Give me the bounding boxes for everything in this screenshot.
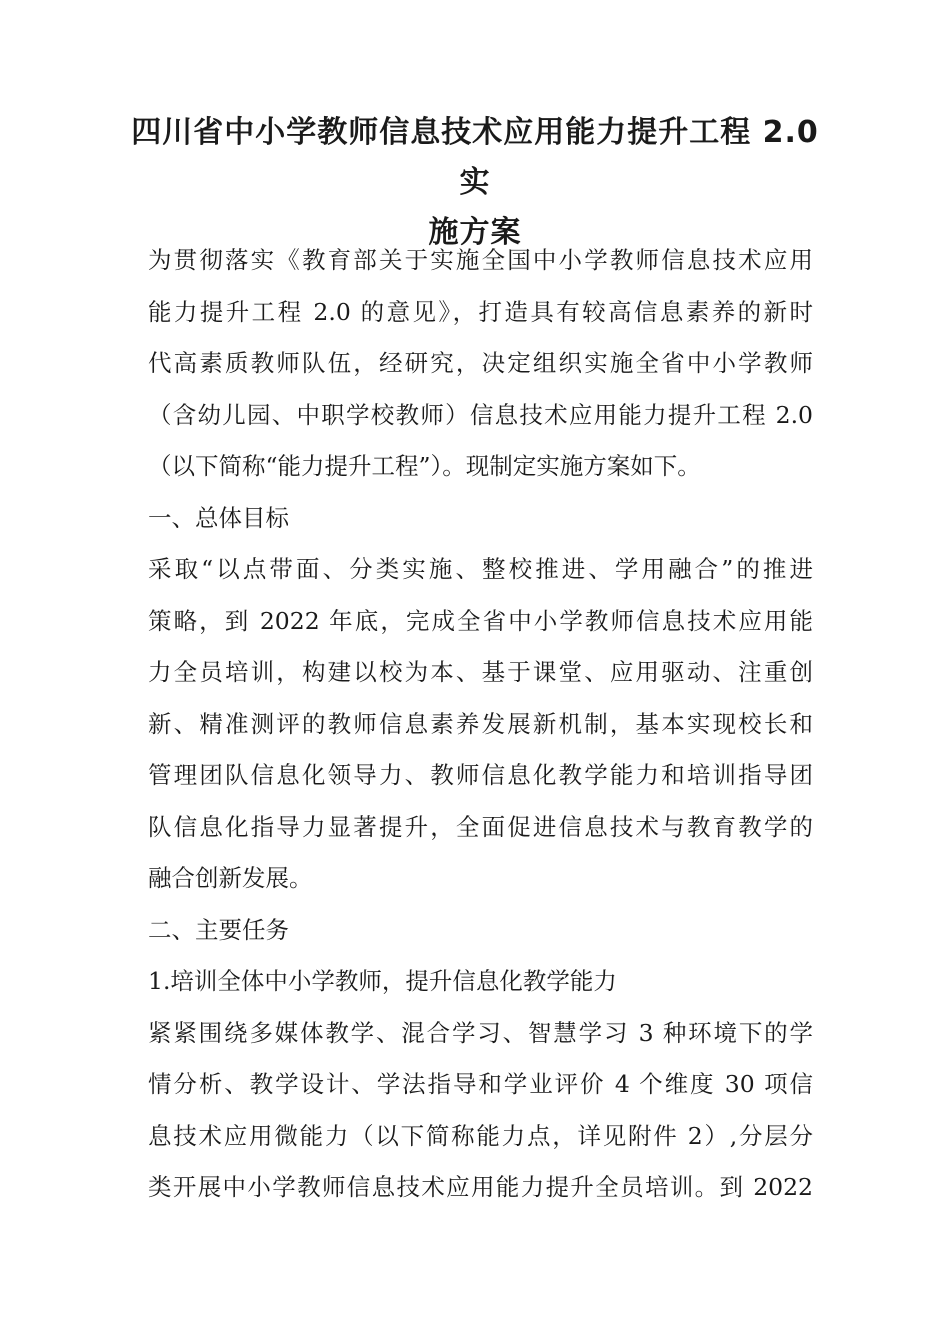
body-line: 队信息化指导力显著提升，全面促进信息技术与教育教学的 bbox=[148, 812, 813, 841]
title-line-2: 施方案 bbox=[428, 215, 522, 250]
body-line: 采取“以点带面、分类实施、整校推进、学用融合”的推进 bbox=[148, 555, 813, 583]
title-line-1: 四川省中小学教师信息技术应用能力提升工程 2.0 实 bbox=[131, 115, 819, 200]
body-line: 能力提升工程 2.0 的意见》，打造具有较高信息素养的新时 bbox=[148, 297, 813, 326]
body-line: 情分析、教学设计、学法指导和学业评价 4 个维度 30 项信 bbox=[148, 1070, 813, 1098]
body-line: 力全员培训，构建以校为本、基于课堂、应用驱动、注重创 bbox=[148, 658, 813, 686]
body-line: 代高素质教师队伍，经研究，决定组织实施全省中小学教师 bbox=[148, 349, 813, 377]
body-line: （含幼儿园、中职学校教师）信息技术应用能力提升工程 2.0 bbox=[148, 400, 813, 429]
body-line: 新、精准测评的教师信息素养发展新机制，基本实现校长和 bbox=[148, 709, 813, 738]
body-line: 管理团队信息化领导力、教师信息化教学能力和培训指导团 bbox=[148, 761, 813, 789]
body-line: 一、总体目标 bbox=[148, 503, 289, 532]
body-line: 融合创新发展。 bbox=[148, 864, 313, 892]
body-line: 策略，到 2022 年底，完成全省中小学教师信息技术应用能 bbox=[148, 606, 813, 635]
body-line: 为贯彻落实《教育部关于实施全国中小学教师信息技术应用 bbox=[148, 246, 813, 274]
body-line: 息技术应用微能力（以下简称能力点，详见附件 2）,分层分 bbox=[148, 1121, 813, 1150]
body-line: 1.培训全体中小学教师，提升信息化教学能力 bbox=[148, 967, 617, 995]
body-line: （以下简称“能力提升工程”）。现制定实施方案如下。 bbox=[148, 452, 701, 480]
body-line: 紧紧围绕多媒体教学、混合学习、智慧学习 3 种环境下的学 bbox=[148, 1018, 813, 1047]
body-line: 类开展中小学教师信息技术应用能力提升全员培训。到 2022 bbox=[148, 1173, 813, 1201]
body-line: 二、主要任务 bbox=[148, 915, 289, 944]
document-body bbox=[148, 235, 813, 1214]
